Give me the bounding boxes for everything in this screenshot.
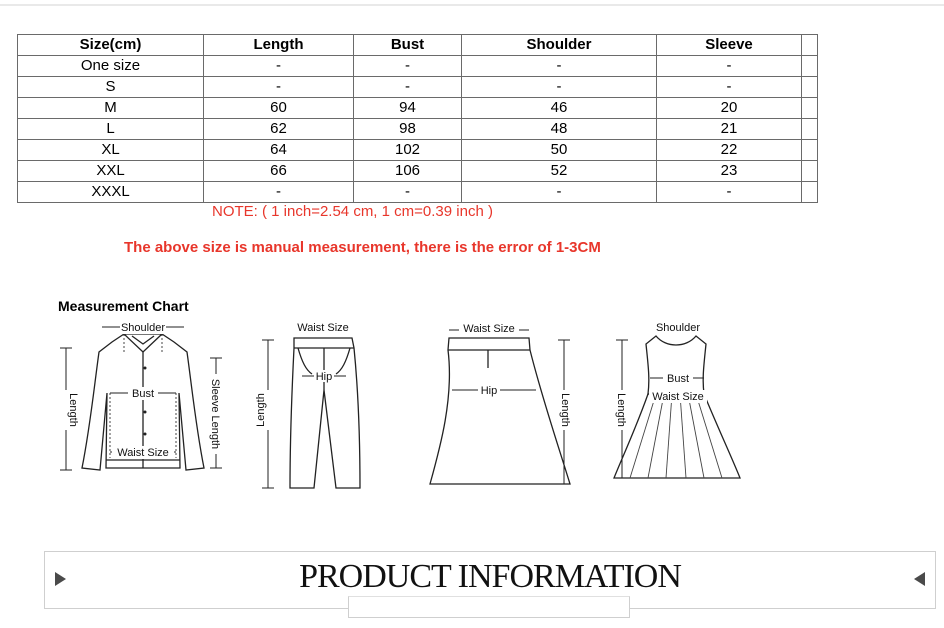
measurement-warning: The above size is manual measurement, there is the error of 1-3CM <box>124 239 601 256</box>
table-cell: XL <box>18 140 204 161</box>
table-row <box>18 77 818 98</box>
table-spacer-cell <box>802 140 818 161</box>
table-cell: - <box>354 182 462 203</box>
table-header-row <box>18 35 818 56</box>
shirt-sleeve-label: Sleeve Length <box>209 378 221 450</box>
table-cell: - <box>204 56 354 77</box>
table-cell: 21 <box>657 119 802 140</box>
table-cell: 48 <box>462 119 657 140</box>
table-cell: - <box>462 77 657 98</box>
top-divider <box>0 4 944 6</box>
table-spacer-cell <box>802 56 818 77</box>
table-cell: L <box>18 119 204 140</box>
table-cell: 22 <box>657 140 802 161</box>
header-size: Size(cm) <box>18 35 204 56</box>
table-spacer-cell <box>802 182 818 203</box>
pants-waist-label: Waist Size <box>297 322 349 334</box>
table-spacer-cell <box>802 35 818 56</box>
banner-title: PRODUCT INFORMATION <box>299 558 681 595</box>
table-cell: - <box>204 182 354 203</box>
shirt-waist-label: Waist Size <box>117 447 169 459</box>
table-cell: 94 <box>354 98 462 119</box>
table-row <box>18 119 818 140</box>
table-cell: - <box>657 77 802 98</box>
shirt-length-label: Length <box>67 393 79 427</box>
header-bust: Bust <box>354 35 462 56</box>
table-row <box>18 182 818 203</box>
table-cell: 20 <box>657 98 802 119</box>
dress-shoulder-label: Shoulder <box>655 322 701 334</box>
table-cell: 46 <box>462 98 657 119</box>
pants-hip-label: Hip <box>315 371 333 383</box>
table-cell: XXXL <box>18 182 204 203</box>
shirt-bust-label: Bust <box>131 388 155 400</box>
table-cell: - <box>462 182 657 203</box>
table-cell: One size <box>18 56 204 77</box>
shirt-shoulder-label: Shoulder <box>120 322 166 334</box>
table-row <box>18 98 818 119</box>
table-cell: 52 <box>462 161 657 182</box>
header-shoulder: Shoulder <box>462 35 657 56</box>
shirt-diagram <box>52 318 232 488</box>
dress-diagram <box>606 318 746 488</box>
table-spacer-cell <box>802 98 818 119</box>
table-cell: - <box>462 56 657 77</box>
pants-diagram <box>256 318 366 493</box>
table-spacer-cell <box>802 119 818 140</box>
dress-bust-label: Bust <box>666 373 690 385</box>
table-cell: - <box>354 56 462 77</box>
table-cell: 64 <box>204 140 354 161</box>
skirt-diagram <box>424 318 584 488</box>
skirt-waist-label: Waist Size <box>463 323 515 335</box>
pants-length-label: Length <box>255 393 267 427</box>
header-length: Length <box>204 35 354 56</box>
skirt-hip-label: Hip <box>480 385 498 397</box>
table-cell: - <box>204 77 354 98</box>
table-cell: 50 <box>462 140 657 161</box>
table-cell: 102 <box>354 140 462 161</box>
table-row <box>18 161 818 182</box>
table-cell: M <box>18 98 204 119</box>
table-row <box>18 56 818 77</box>
table-spacer-cell <box>802 161 818 182</box>
triangle-left-icon <box>914 572 925 586</box>
table-cell: 60 <box>204 98 354 119</box>
dress-length-label: Length <box>615 393 627 427</box>
table-cell: - <box>657 56 802 77</box>
table-row <box>18 140 818 161</box>
banner-tab <box>348 596 630 618</box>
header-sleeve: Sleeve <box>657 35 802 56</box>
table-cell: S <box>18 77 204 98</box>
skirt-length-label: Length <box>559 393 571 427</box>
shirt-buttons <box>144 367 147 436</box>
table-cell: XXL <box>18 161 204 182</box>
table-cell: 62 <box>204 119 354 140</box>
table-cell: - <box>657 182 802 203</box>
table-cell: 23 <box>657 161 802 182</box>
size-table <box>17 34 818 203</box>
dress-waist-label: Waist Size <box>652 391 704 403</box>
table-spacer-cell <box>802 77 818 98</box>
table-cell: 66 <box>204 161 354 182</box>
table-cell: 106 <box>354 161 462 182</box>
conversion-note: NOTE: ( 1 inch=2.54 cm, 1 cm=0.39 inch ) <box>212 203 493 220</box>
table-cell: 98 <box>354 119 462 140</box>
table-cell: - <box>354 77 462 98</box>
measurement-chart-title: Measurement Chart <box>58 298 189 314</box>
